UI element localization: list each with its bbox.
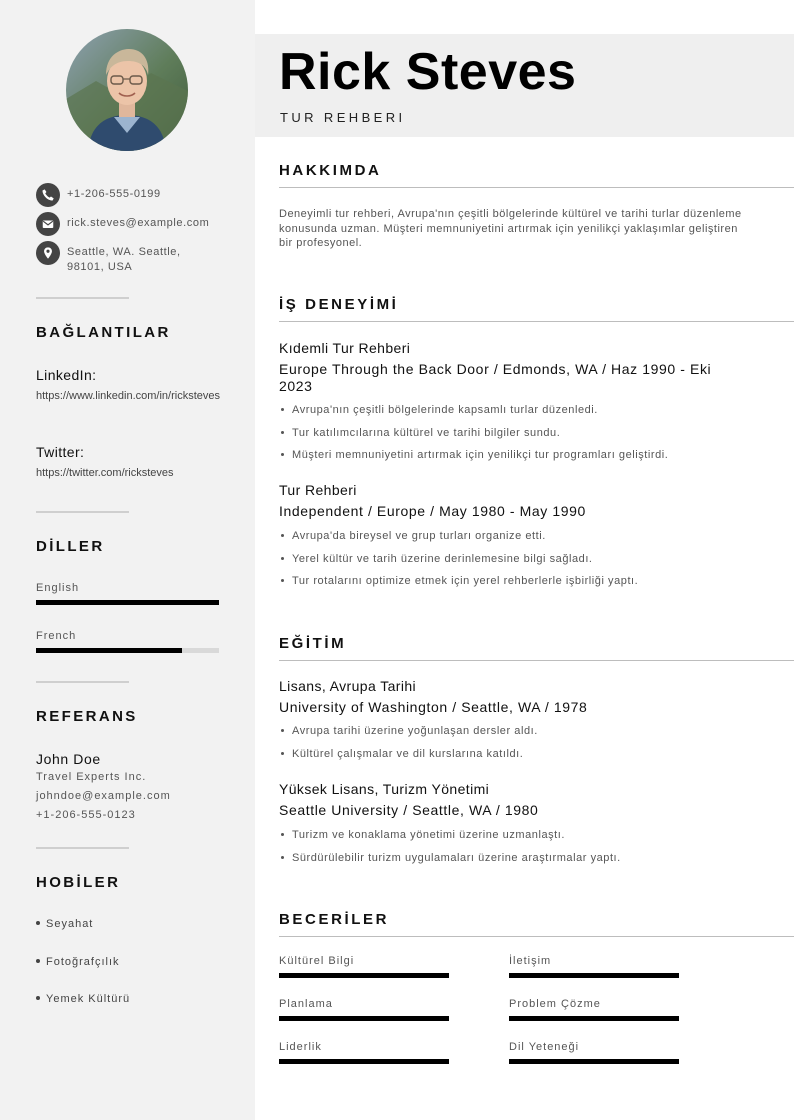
references-heading: REFERANS (36, 708, 138, 725)
degree-title: Lisans, Avrupa Tarihi (279, 678, 417, 694)
skill-bar (279, 973, 449, 978)
skill-bar (509, 1059, 679, 1064)
section-divider (36, 847, 129, 849)
job-detail: Independent / Europe / May 1980 - May 1990 (279, 503, 586, 519)
skill-bar (509, 1016, 679, 1021)
skill-bar (279, 1016, 449, 1021)
contact-email (36, 212, 217, 236)
section-rule (279, 187, 794, 188)
reference-email: johndoe@example.com (36, 790, 171, 802)
skill-bar (509, 973, 679, 978)
linkedin-link[interactable]: https://www.linkedin.com/in/ricksteves (36, 390, 221, 402)
bullet-dot (281, 833, 284, 836)
skill-name: Kültürel Bilgi (279, 955, 355, 967)
experience-heading: İŞ DENEYİMİ (279, 296, 399, 313)
skill-name: Liderlik (279, 1041, 322, 1053)
phone-text: +1-206-555-0199 (67, 188, 161, 200)
language-name: English (36, 582, 80, 594)
address-text: Seattle, WA. Seattle, 98101, USA (67, 246, 181, 273)
bullet-dot (281, 557, 284, 560)
sidebar (0, 0, 255, 1120)
section-rule (279, 321, 794, 322)
bullet-dot (281, 729, 284, 732)
reference-phone: +1-206-555-0123 (36, 809, 136, 821)
about-heading: HAKKIMDA (279, 162, 382, 179)
job-bullet: Müşteri memnuniyetini artırmak için yenilikçi tur programları geliştirdi. (281, 449, 668, 461)
degree-title: Yüksek Lisans, Turizm Yönetimi (279, 781, 490, 797)
bullet-dot (281, 534, 284, 537)
education-bullet: Sürdürülebilir turizm uygulamaları üzerine araştırmalar yaptı. (281, 852, 621, 864)
twitter-link[interactable]: https://twitter.com/ricksteves (36, 467, 174, 479)
language-level-fill (36, 600, 219, 605)
contact-phone (36, 183, 217, 207)
skill-name: Problem Çözme (509, 998, 601, 1010)
section-divider (36, 511, 129, 513)
location-pin-icon (36, 241, 60, 265)
twitter-label: Twitter: (36, 444, 85, 460)
phone-icon (36, 183, 60, 207)
hobbies-heading: HOBİLER (36, 874, 121, 891)
section-rule (279, 936, 794, 937)
bullet-dot (36, 996, 40, 1000)
school-detail: University of Washington / Seattle, WA / 1978 (279, 699, 588, 715)
section-divider (36, 681, 129, 683)
job-detail: Europe Through the Back Door / Edmonds, WA / Haz 1990 - Eki 2023 (279, 361, 712, 394)
job-bullet: Yerel kültür ve tarih üzerine derinlemesine bilgi sağladı. (281, 553, 593, 565)
about-text: Deneyimli tur rehberi, Avrupa'nın çeşitli bölgelerinde kültürel ve tarihi turlar düzenleme konusunda uzman. Müşteri memnuniyetini artırmak için yenilikçi yaklaşımlar geliştiren bir profesyonel. (279, 208, 742, 249)
job-bullet: Avrupa'nın çeşitli bölgelerinde kapsamlı turlar düzenledi. (281, 404, 598, 416)
bullet-dot (281, 856, 284, 859)
skill-name: İletişim (509, 955, 552, 967)
education-heading: EĞİTİM (279, 635, 347, 652)
bullet-dot (281, 431, 284, 434)
hobby-item: Yemek Kültürü (36, 993, 130, 1005)
skill-name: Planlama (279, 998, 333, 1010)
email-icon (36, 212, 60, 236)
languages-heading: DİLLER (36, 538, 105, 555)
education-bullet: Turizm ve konaklama yönetimi üzerine uzmanlaştı. (281, 829, 565, 841)
job-bullet: Avrupa'da bireysel ve grup turları organize etti. (281, 530, 546, 542)
skills-heading: BECERİLER (279, 911, 390, 928)
links-heading: BAĞLANTILAR (36, 324, 171, 341)
language-level-bar (36, 648, 219, 653)
bullet-dot (281, 408, 284, 411)
language-level-bar (36, 600, 219, 605)
bullet-dot (281, 752, 284, 755)
profile-photo-illustration (66, 29, 188, 151)
email-text: rick.steves@example.com (67, 217, 210, 229)
skill-name: Dil Yeteneği (509, 1041, 580, 1053)
bullet-dot (281, 579, 284, 582)
section-divider (36, 297, 129, 299)
language-level-fill (36, 648, 182, 653)
job-title: Kıdemli Tur Rehberi (279, 340, 411, 356)
reference-company: Travel Experts Inc. (36, 771, 147, 783)
education-bullet: Kültürel çalışmalar ve dil kurslarına katıldı. (281, 748, 523, 760)
job-title: Tur Rehberi (279, 482, 357, 498)
bullet-dot (36, 959, 40, 963)
person-name: Rick Steves (279, 43, 577, 101)
hobby-item: Seyahat (36, 918, 93, 930)
school-detail: Seattle University / Seattle, WA / 1980 (279, 802, 539, 818)
job-role: TUR REHBERI (280, 110, 406, 125)
job-bullet: Tur katılımcılarına kültürel ve tarihi bilgiler sundu. (281, 427, 560, 439)
profile-photo (66, 29, 188, 151)
job-bullet: Tur rotalarını optimize etmek için yerel rehberlerle işbirliği yaptı. (281, 575, 638, 587)
education-bullet: Avrupa tarihi üzerine yoğunlaşan dersler aldı. (281, 725, 538, 737)
language-name: French (36, 630, 77, 642)
section-rule (279, 660, 794, 661)
reference-name: John Doe (36, 751, 101, 767)
bullet-dot (36, 921, 40, 925)
skill-bar (279, 1059, 449, 1064)
contact-address (36, 241, 217, 275)
linkedin-label: LinkedIn: (36, 367, 97, 383)
bullet-dot (281, 453, 284, 456)
hobby-item: Fotoğrafçılık (36, 956, 120, 968)
